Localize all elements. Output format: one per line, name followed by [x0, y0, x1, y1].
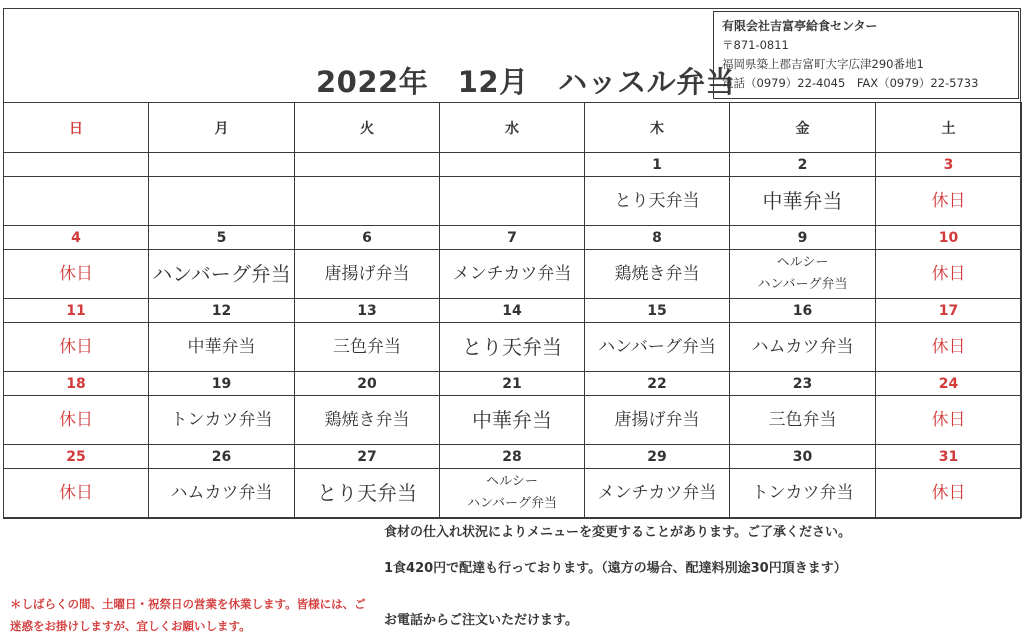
- company-contact: 電話（0979）22-4045 FAX（0979）22-5733: [722, 76, 979, 90]
- meal-cell: 休日: [876, 469, 1022, 518]
- meal-cell: ハムカツ弁当: [149, 469, 295, 518]
- date-number: 14: [440, 299, 585, 323]
- date-number-row: [4, 445, 1022, 469]
- company-info-box: [713, 11, 1019, 99]
- meal-cell: とり天弁当: [440, 323, 585, 372]
- meal-cell: [4, 177, 149, 226]
- meal-cell: 唐揚げ弁当: [585, 396, 730, 445]
- calendar-body: [4, 103, 1022, 518]
- date-number: 17: [876, 299, 1022, 323]
- calendar-table: [3, 102, 1022, 518]
- meal-row: [4, 323, 1022, 372]
- company-name: 有限会社吉富亭給食センター: [722, 19, 878, 33]
- date-number-row: [4, 153, 1022, 177]
- date-number: 20: [295, 372, 440, 396]
- meal-cell: とり天弁当: [585, 177, 730, 226]
- date-number-row: [4, 226, 1022, 250]
- meal-cell: [149, 177, 295, 226]
- date-number: [295, 153, 440, 177]
- date-number: 1: [585, 153, 730, 177]
- meal-cell: 三色弁当: [295, 323, 440, 372]
- meal-cell: 休日: [4, 250, 149, 299]
- meal-cell: ハンバーグ弁当: [149, 250, 295, 299]
- date-number: 26: [149, 445, 295, 469]
- date-number: [149, 153, 295, 177]
- meal-cell: メンチカツ弁当: [440, 250, 585, 299]
- weekday-saturday: 土: [876, 103, 1022, 153]
- meal-cell: 休日: [876, 250, 1022, 299]
- date-number: 2: [730, 153, 876, 177]
- date-number: 16: [730, 299, 876, 323]
- date-number: 11: [4, 299, 149, 323]
- note-menu-change: 食材の仕入れ状況によりメニューを変更することがあります。ご了承ください。: [384, 525, 851, 540]
- date-number: [440, 153, 585, 177]
- date-number: 3: [876, 153, 1022, 177]
- date-number-row: [4, 299, 1022, 323]
- meal-cell: 中華弁当: [149, 323, 295, 372]
- date-number: 4: [4, 226, 149, 250]
- weekday-header-row: [4, 103, 1022, 153]
- weekday-wednesday: 水: [440, 103, 585, 153]
- page-title: 2022年 12月 ハッスル弁当: [316, 65, 736, 99]
- date-number: 6: [295, 226, 440, 250]
- meal-cell: トンカツ弁当: [149, 396, 295, 445]
- note-phone-order: お電話からご注文いただけます。: [384, 613, 578, 628]
- weekday-friday: 金: [730, 103, 876, 153]
- date-number: 19: [149, 372, 295, 396]
- date-number: 27: [295, 445, 440, 469]
- date-number: 10: [876, 226, 1022, 250]
- meal-cell: 休日: [876, 323, 1022, 372]
- meal-cell: ヘルシー ハンバーグ弁当: [730, 250, 876, 299]
- meal-cell: 休日: [4, 396, 149, 445]
- meal-cell: 中華弁当: [730, 177, 876, 226]
- meal-cell: トンカツ弁当: [730, 469, 876, 518]
- date-number: 28: [440, 445, 585, 469]
- meal-cell: メンチカツ弁当: [585, 469, 730, 518]
- date-number: 8: [585, 226, 730, 250]
- meal-cell: 鶏焼き弁当: [585, 250, 730, 299]
- meal-cell: [295, 177, 440, 226]
- date-number: 9: [730, 226, 876, 250]
- weekday-sunday: 日: [4, 103, 149, 153]
- closure-footnote: ＊しばらくの間、土曜日・祝祭日の営業を休業します。皆様には、ご迷惑をお掛けしますが、宜しくお願いします。: [10, 597, 366, 633]
- company-address: 福岡県築上郡吉富町大字広津290番地1: [722, 57, 924, 71]
- date-number-row: [4, 372, 1022, 396]
- meal-row: [4, 396, 1022, 445]
- meal-cell: 中華弁当: [440, 396, 585, 445]
- date-number: 23: [730, 372, 876, 396]
- meal-cell: 三色弁当: [730, 396, 876, 445]
- date-number: [4, 153, 149, 177]
- meal-cell: ヘルシー ハンバーグ弁当: [440, 469, 585, 518]
- meal-cell: 休日: [876, 396, 1022, 445]
- date-number: 12: [149, 299, 295, 323]
- note-price-delivery: 1食420円で配達も行っております。（遠方の場合、配達料別途30円頂きます）: [384, 561, 847, 576]
- meal-cell: 休日: [876, 177, 1022, 226]
- meal-cell: とり天弁当: [295, 469, 440, 518]
- date-number: 31: [876, 445, 1022, 469]
- meal-row: [4, 469, 1022, 518]
- meal-cell: 休日: [4, 323, 149, 372]
- date-number: 7: [440, 226, 585, 250]
- date-number: 25: [4, 445, 149, 469]
- meal-cell: 休日: [4, 469, 149, 518]
- date-number: 21: [440, 372, 585, 396]
- meal-cell: ハムカツ弁当: [730, 323, 876, 372]
- weekday-tuesday: 火: [295, 103, 440, 153]
- meal-cell: 鶏焼き弁当: [295, 396, 440, 445]
- date-number: 5: [149, 226, 295, 250]
- meal-cell: 唐揚げ弁当: [295, 250, 440, 299]
- company-postal-code: 〒871-0811: [722, 38, 789, 52]
- date-number: 13: [295, 299, 440, 323]
- date-number: 22: [585, 372, 730, 396]
- meal-cell: ハンバーグ弁当: [585, 323, 730, 372]
- meal-row: [4, 250, 1022, 299]
- date-number: 15: [585, 299, 730, 323]
- date-number: 18: [4, 372, 149, 396]
- date-number: 24: [876, 372, 1022, 396]
- date-number: 30: [730, 445, 876, 469]
- weekday-thursday: 木: [585, 103, 730, 153]
- weekday-monday: 月: [149, 103, 295, 153]
- date-number: 29: [585, 445, 730, 469]
- meal-row: [4, 177, 1022, 226]
- meal-cell: [440, 177, 585, 226]
